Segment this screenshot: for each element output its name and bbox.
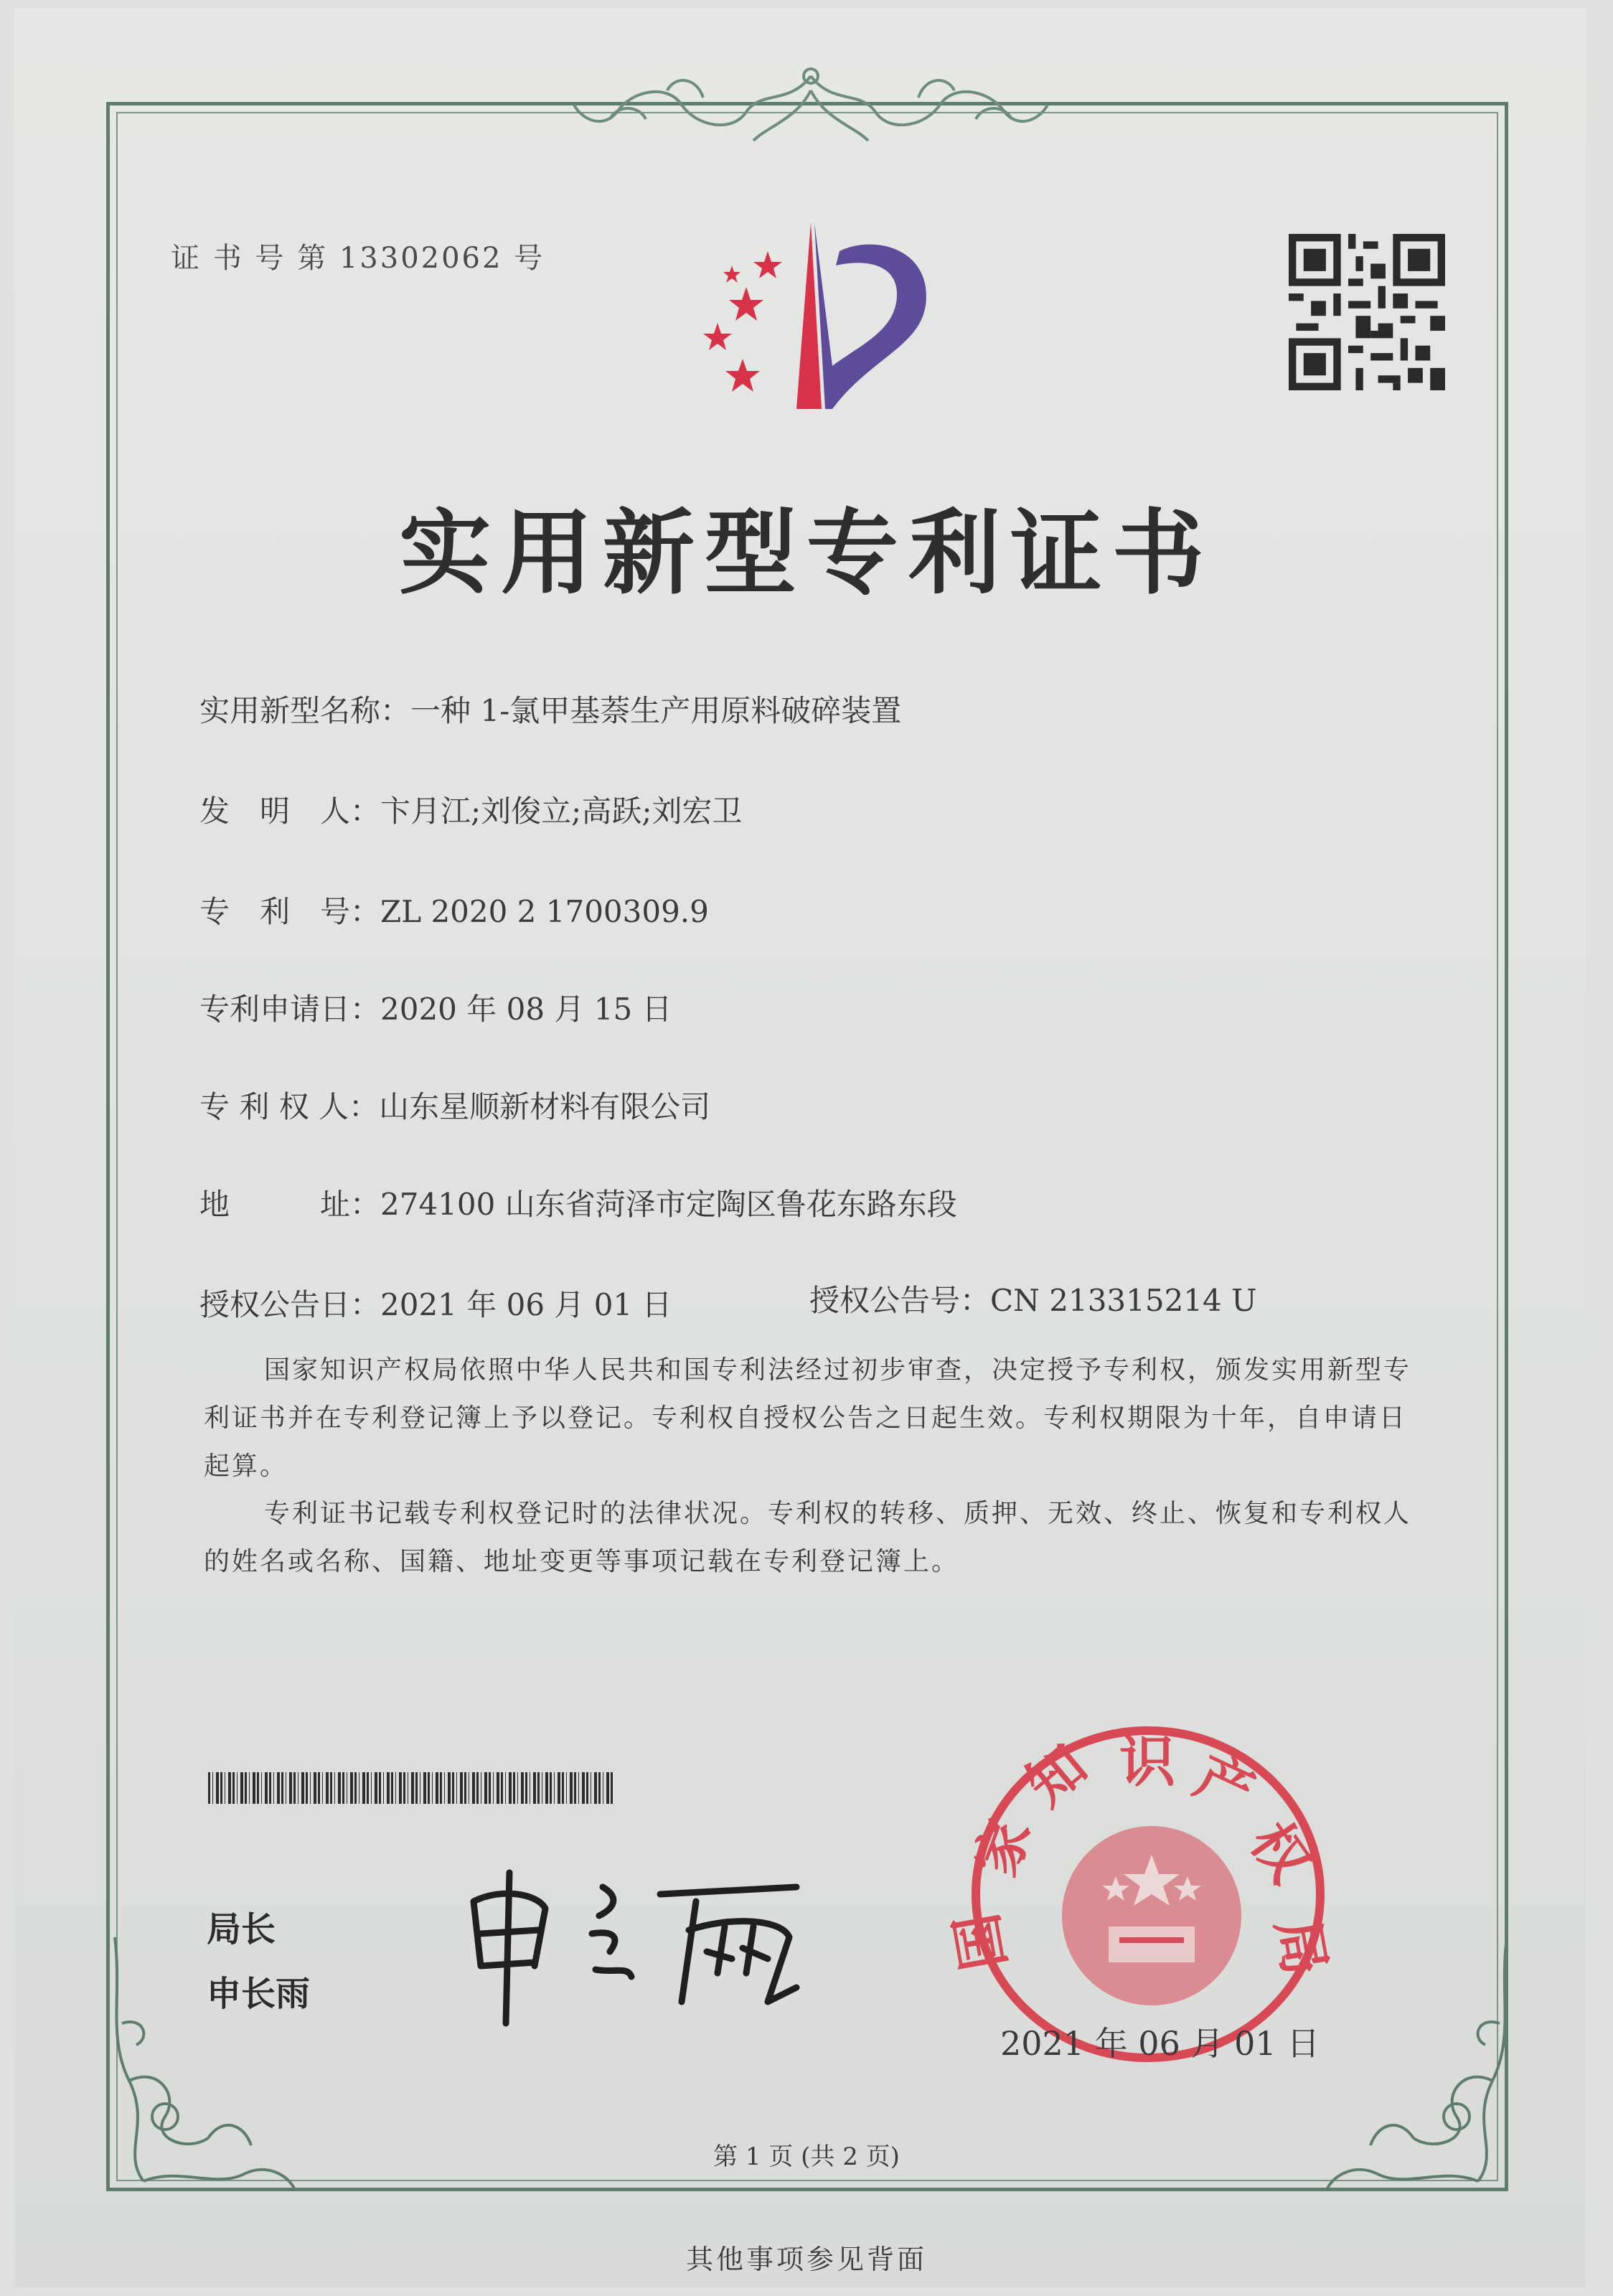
page-number: 第 1 页 (共 2 页): [713, 2142, 900, 2171]
paragraph-text: 国家知识产权局依照中华人民共和国专利法经过初步审查，决定授予专利权，颁发实用新型专利证书并在专利登记簿上予以登记。专利权自授权公告之日起生效。专利权期限为十年，自申请日起算。: [204, 1355, 1412, 1481]
field-filing-date: [199, 986, 672, 1029]
field-value: 一种 1-氯甲基萘生产用原料破碎装置: [410, 693, 902, 728]
barcode: [208, 1772, 614, 1804]
handwritten-signature-icon: [459, 1858, 818, 2031]
field-label: 实用新型名称：: [199, 693, 411, 728]
top-ornament-icon: [574, 62, 1048, 148]
svg-text:局: 局: [1264, 1914, 1338, 1981]
back-note: 其他事项参见背面: [685, 2244, 927, 2275]
cnipa-logo-icon: [689, 222, 940, 416]
certificate-title: 实用新型专利证书: [398, 499, 1214, 607]
field-utility-model-name: [199, 687, 901, 730]
field-label: 授权公告日：: [199, 1287, 381, 1322]
field-label: 专 利 权 人：: [199, 1089, 380, 1124]
field-address: [199, 1181, 957, 1224]
seal-date: 2021 年 06 月 01 日: [1000, 2024, 1320, 2063]
svg-text:权: 权: [1237, 1810, 1323, 1894]
svg-text:识: 识: [1119, 1729, 1176, 1794]
field-value: 274100 山东省菏泽市定陶区鲁花东路东段: [380, 1187, 957, 1222]
field-value: CN 213315214 U: [990, 1283, 1257, 1318]
director-title: 局长: [207, 1909, 276, 1949]
field-value: 卞月江;刘俊立;高跃;刘宏卫: [380, 794, 743, 829]
svg-text:产: 产: [1185, 1743, 1264, 1827]
field-value: 2021 年 06 月 01 日: [380, 1287, 672, 1322]
field-value: 2020 年 08 月 15 日: [380, 992, 672, 1027]
field-label: 地 址：: [199, 1187, 381, 1222]
qr-code-icon: [1289, 234, 1445, 390]
svg-text:国: 国: [944, 1908, 1018, 1975]
body-paragraph-1: [204, 1346, 1424, 1490]
field-grant-date: [199, 1281, 672, 1325]
field-value: ZL 2020 2 1700309.9: [380, 894, 709, 929]
paragraph-text: 专利证书记载专利权登记时的法律状况。专利权的转移、质押、无效、终止、恢复和专利权人的姓名或名称、国籍、地址变更等事项记载在专利登记簿上。: [204, 1499, 1412, 1576]
svg-text:家: 家: [963, 1810, 1044, 1885]
official-seal-icon: [944, 1722, 1338, 2066]
director-name: 申长雨: [207, 1974, 311, 2014]
body-paragraph-2: [204, 1490, 1424, 1586]
certificate-number: 证 书 号 第 13302062 号: [171, 242, 545, 275]
field-inventors: [199, 788, 742, 831]
field-label: 授权公告号：: [809, 1283, 991, 1318]
svg-text:知: 知: [1014, 1732, 1099, 1819]
field-patentee: [199, 1083, 710, 1126]
field-label: 专 利 号：: [199, 894, 381, 929]
field-label: 发 明 人：: [199, 794, 381, 829]
field-value: 山东星顺新材料有限公司: [379, 1089, 711, 1124]
field-patent-number: [199, 888, 709, 931]
field-label: 专利申请日：: [199, 992, 381, 1027]
field-grant-number: [809, 1277, 1257, 1320]
